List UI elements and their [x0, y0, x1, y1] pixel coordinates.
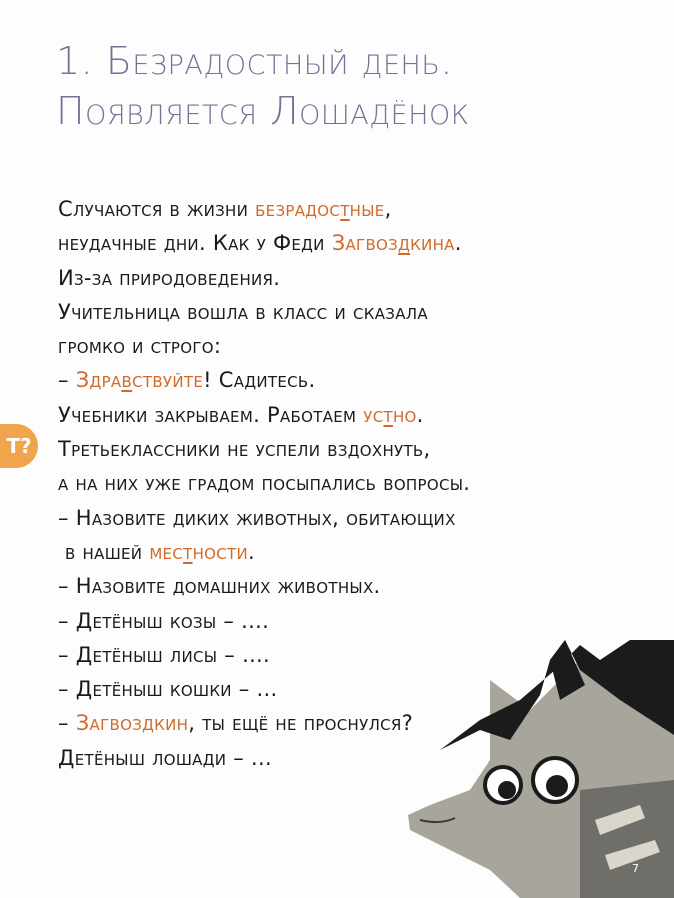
text-segment: –: [58, 711, 76, 736]
text-line: – Детёныш кошки – ...: [58, 677, 278, 702]
text-segment: , ты ещё не проснулся?: [188, 711, 414, 736]
chapter-title: [56, 36, 469, 136]
text-segment: .: [248, 539, 256, 564]
text-segment: –: [58, 368, 76, 393]
text-segment: ! Садитесь.: [203, 368, 316, 393]
text-segment: Учебники закрываем. Работаем: [58, 402, 364, 427]
text-line: Третьеклассники не успели вздохнуть,: [58, 437, 431, 462]
text-line: Из-за природоведения.: [58, 265, 281, 290]
chapter-title-line-1: 1. Безрадостный день.: [56, 39, 453, 83]
text-segment: неудачные дни. Как у Феди: [58, 231, 332, 256]
highlighted-word: устно: [363, 402, 417, 427]
highlighted-word: Загвоздкин: [75, 711, 189, 736]
text-line: – Детёныш козы – ....: [58, 608, 270, 633]
question-badge: Т?: [0, 424, 38, 468]
text-line: Учительница вошла в класс и сказала: [58, 299, 428, 324]
text-segment: .: [454, 231, 462, 256]
horse-illustration: [380, 640, 674, 898]
highlighted-word: безрадостные: [255, 197, 385, 221]
text-segment: Случаются в жизни: [58, 197, 256, 221]
text-line: громко и строго:: [58, 334, 222, 359]
text-line: [58, 192, 470, 226]
text-line: – Назовите домашних животных.: [58, 574, 381, 599]
text-line: Детёныш лошади – ...: [58, 745, 272, 770]
text-line: [58, 226, 470, 260]
highlighted-word: Загвоздкина: [331, 231, 455, 256]
text-line: [58, 535, 470, 569]
text-segment: ,: [384, 197, 392, 221]
chapter-title-line-2: Появляется Лошадёнок: [56, 89, 470, 133]
highlighted-word: местности: [149, 539, 249, 564]
text-line: – Детёныш лисы – ....: [58, 642, 270, 667]
text-segment: в нашей: [64, 539, 150, 564]
text-line: [58, 363, 470, 397]
text-line: а на них уже градом посыпались вопросы.: [58, 471, 471, 496]
text-line: [58, 398, 470, 432]
text-segment: .: [416, 402, 424, 427]
text-line: – Назовите диких животных, обитающих: [58, 505, 456, 530]
highlighted-word: Здравствуйте: [75, 368, 204, 393]
page-number: 7: [632, 862, 639, 875]
